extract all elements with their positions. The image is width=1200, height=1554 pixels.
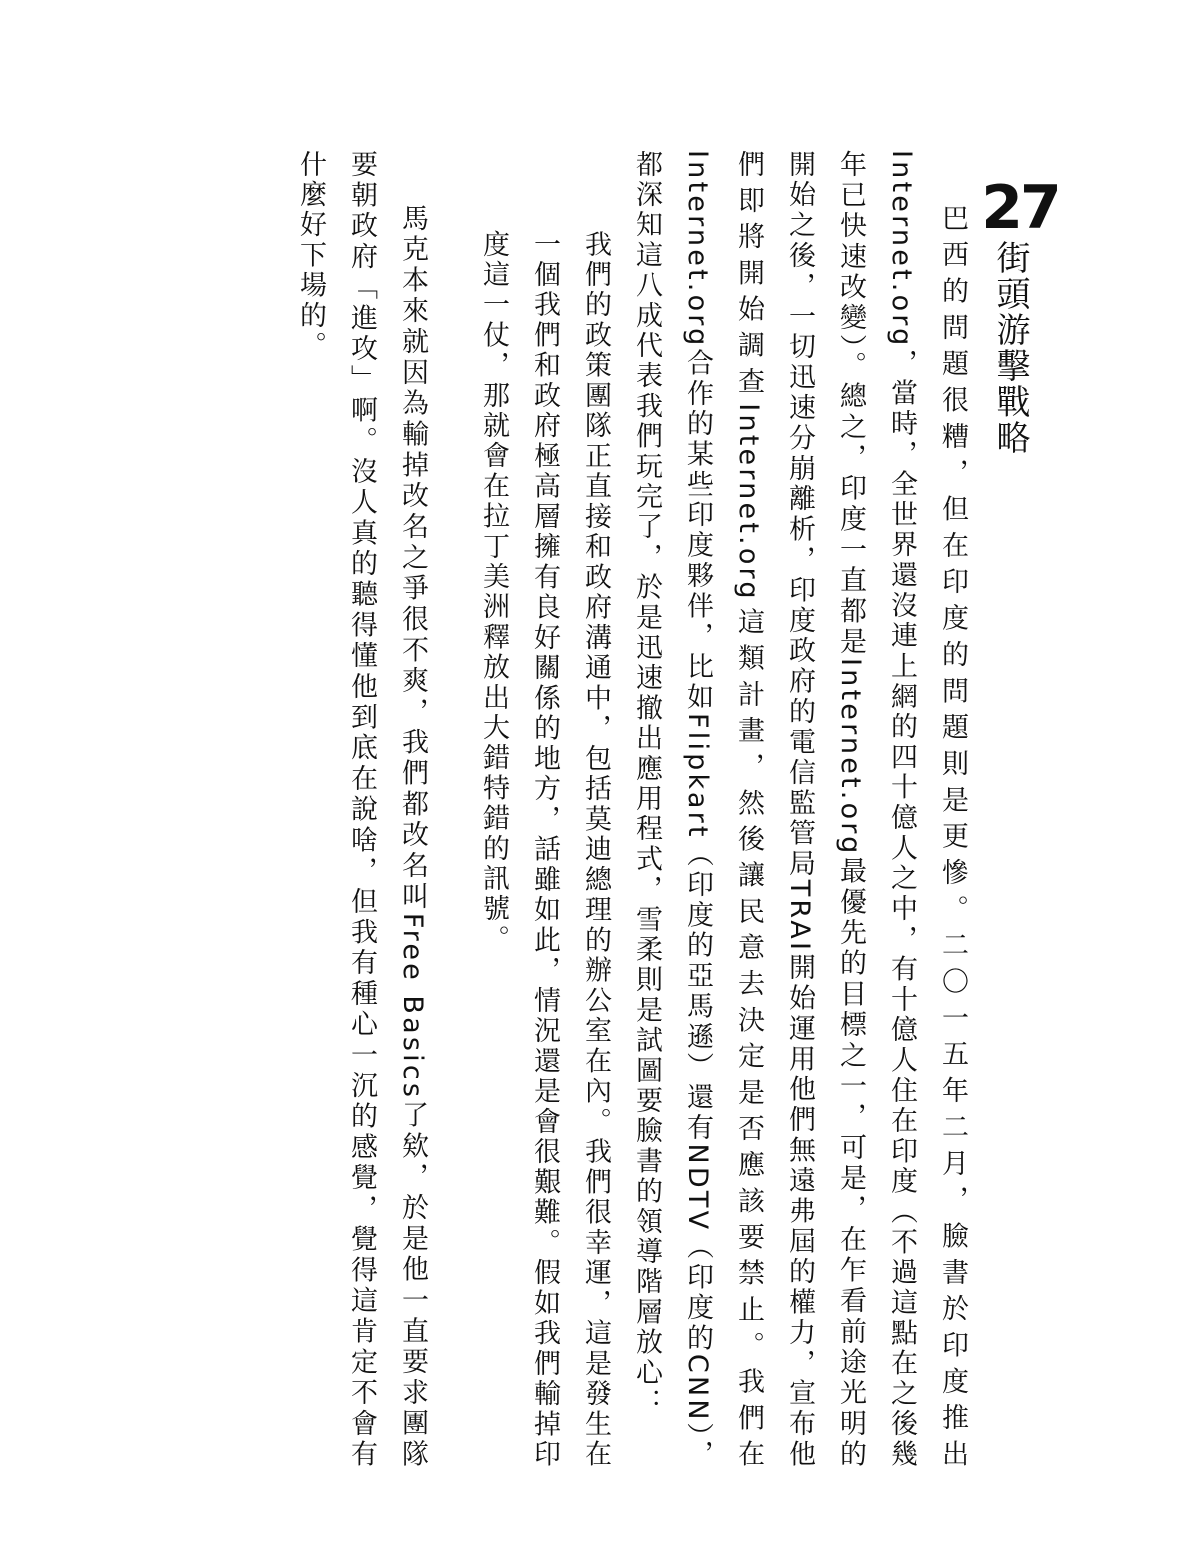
paragraph-1: 巴西的問題很糟，但在印度的問題則是更慘。二〇一五年二月，臉書於印度推出Internet.org，當時，全世界還沒連上網的四十億人之中，有十億人住在印度（不過這點在之後幾年已快速改變）。總之，印度一直都是Internet.org最優先的目標之一，可是，在乍看前途光明的開始之後，一切迅速分崩離析，印度政府的電信監管局TRAI開始運用他們無遠弗屆的權力，宣布他們即將開始調查Internet.org這類計畫，然後讓民意去決定是否應該要禁止。我們在Internet.org合作的某些印度夥伴，比如Flipkart（印度的亞馬遜）還有NDTV（印度的CNN），都深知這八成代表我們玩完了，於是迅速撤出應用程式，雪柔則是試圖要臉書的領導階層放心： (631, 150, 968, 1470)
body-text (285, 150, 978, 1470)
block-quote: 我們的政策團隊正直接和政府溝通中，包括莫迪總理的辦公室在內。我們很幸運，這是發生在一個我們和政府極高層擁有良好關係的地方，話雖如此，情況還是會很艱難。假如我們輸掉印度這一仗，那就會在拉丁美洲釋放出大錯特錯的訊號。 (478, 230, 611, 1470)
paragraph-2: 馬克本來就因為輸掉改名之爭很不爽，我們都改名叫Free Basics了欸，於是他一直要求團隊要朝政府「進攻」啊。沒人真的聽得懂他到底在說啥，但我有種心一沉的感覺，覺得這肯定不會有什麼好下場的。 (295, 150, 428, 1470)
chapter-number: 27 (981, 173, 1059, 243)
chapter-title: 街頭游擊戰略 (990, 240, 1030, 456)
